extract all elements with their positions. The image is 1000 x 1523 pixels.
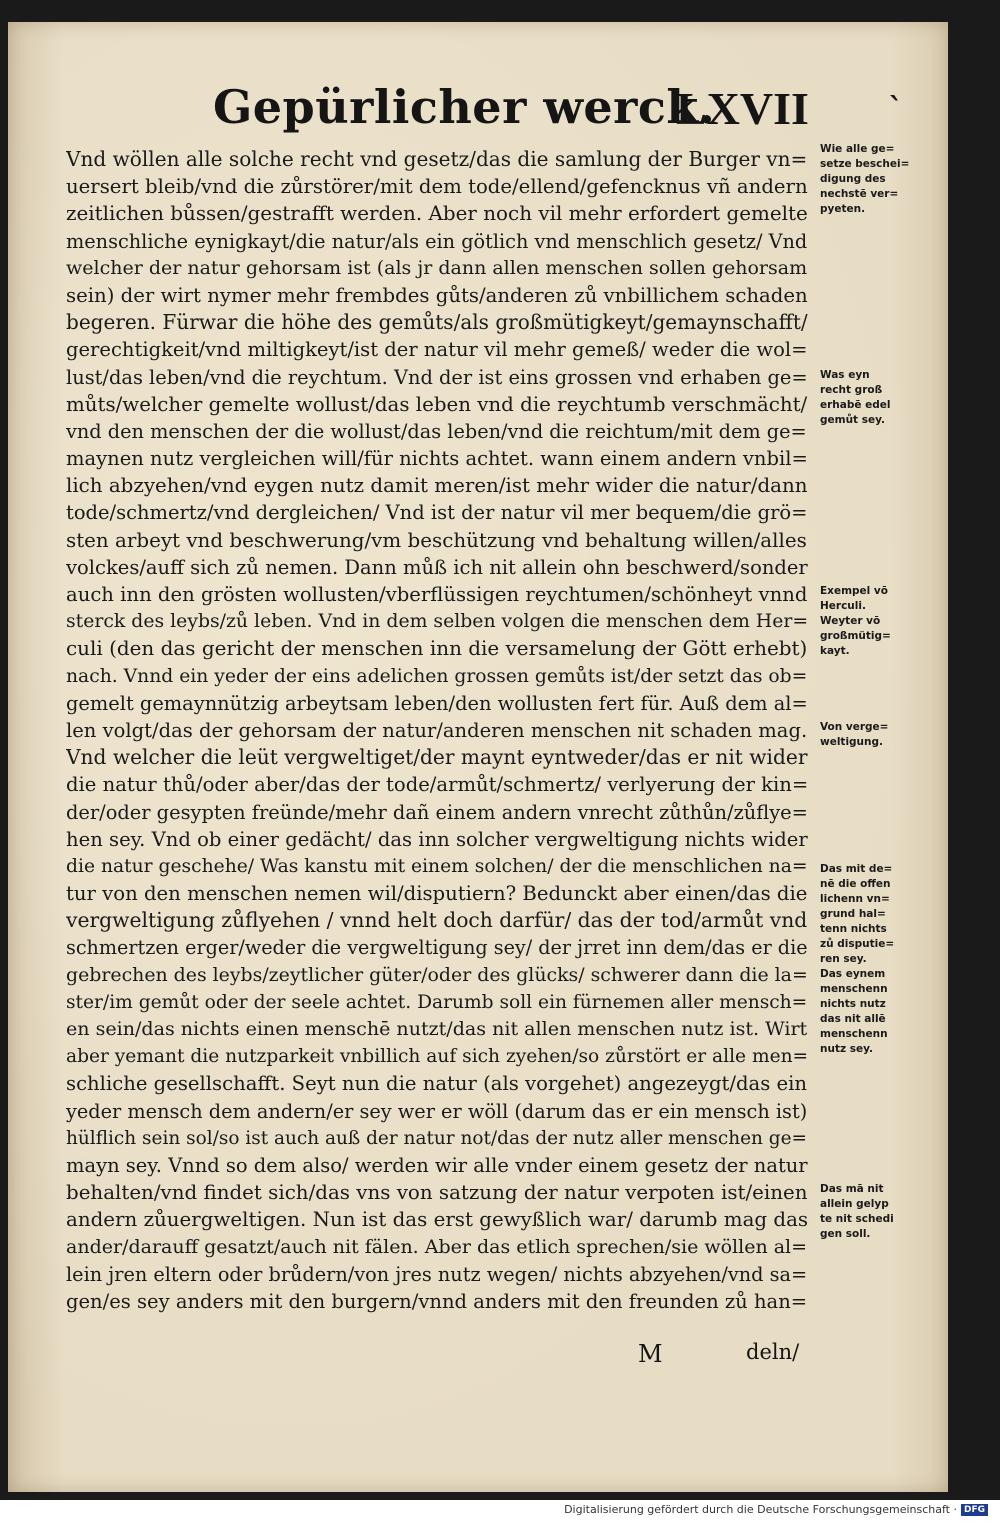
marginal-line: kayt. [820, 645, 850, 657]
text-line: volckes/auff sich zů nemen. Dann můß ich nit allein ohn beschwerd/sonder [66, 555, 808, 579]
marginal-line: Das eynem [820, 968, 886, 980]
marginal-line: te nit schedi [820, 1213, 894, 1225]
marginal-line: Das mā nit [820, 1183, 884, 1195]
text-line: vergweltigung zůflyehen / vnnd helt doch darfür/ das der tod/armůt vnd [66, 908, 808, 933]
text-line: hülflich sein sol/so ist auch auß der natur not/das der nutz aller menschen ge= [66, 1127, 808, 1149]
text-line: tur von den menschen nemen wil/disputiern? Bedunckt aber einen/das die [66, 882, 808, 906]
marginal-note-4 [820, 720, 918, 750]
text-line: gebrechen des leybs/zeytlicher güter/oder des glücks/ schwerer dann die la= [66, 963, 808, 986]
text-line: schliche gesellschafft. Seyt nun die natur (als vorgehet) angezeygt/das ein [66, 1072, 808, 1096]
marginal-line: nichts nutz [820, 998, 886, 1010]
text-line: ster/im gemůt oder der seele achtet. Darumb soll ein fürnemen aller mensch= [66, 991, 808, 1013]
text-line: welcher der natur gehorsam ist (als jr dann allen menschen sollen gehorsam [66, 256, 808, 279]
marginal-note-5 [820, 862, 918, 1057]
text-line: die natur geschehe/ Was kanstu mit einem solchen/ der die menschlichen na= [66, 855, 808, 877]
text-line: tode/schmertz/vnd dergleichen/ Vnd ist der natur vil mer bequem/die grö= [66, 501, 808, 525]
text-line: behalten/vnd findet sich/das vns von satzung der natur verpoten ist/einen [66, 1181, 808, 1205]
text-line: mayn sey. Vnnd so dem also/ werden wir alle vnder einem gesetz der natur [66, 1153, 808, 1177]
text-line: zeitlichen bůssen/gestrafft werden. Aber noch vil mehr erfordert gemelte [66, 202, 808, 226]
folio-number: LXVII [676, 83, 809, 134]
marginal-line: Was eyn [820, 369, 870, 381]
marginal-line: ren sey. [820, 953, 867, 965]
text-line: der/oder gesypten freünde/mehr dañ einem andern vnrecht zůthůn/zůflye= [66, 800, 808, 824]
text-line: hen sey. Vnd ob einer gedächt/ das inn solcher vergweltigung nichts wider [66, 827, 808, 851]
text-line: sterck des leybs/zů leben. Vnd in dem selben volgen die menschen dem Her= [66, 611, 808, 633]
running-head: Gepürlicher werck. [213, 80, 716, 134]
marginal-line: tenn nichts [820, 923, 887, 935]
marginal-line: Das mit de= [820, 863, 893, 875]
printer-mark: ` [888, 92, 903, 127]
signature-mark: M [638, 1340, 663, 1368]
text-line: vnd den menschen der die wollust/das leben/vnd die reichtum/mit dem ge= [66, 419, 807, 443]
marginal-line: gemůt sey. [820, 414, 885, 426]
text-line: culi (den das gericht der menschen inn die versamelung der Gött erhebt) [66, 636, 808, 661]
marginal-line: menschenn [820, 1028, 888, 1040]
marginal-line: nē die offen [820, 878, 891, 890]
text-line: ander/darauff gesatzt/auch nit fälen. Aber das etlich sprechen/sie wöllen al= [66, 1235, 808, 1258]
text-line: yeder mensch dem andern/er sey wer er wöll (darum das er ein mensch ist) [66, 1099, 808, 1123]
marginal-line: pyeten. [820, 203, 866, 215]
text-line: gerechtigkeit/vnd miltigkeyt/ist der natur vil mehr gemeß/ weder die wol= [66, 338, 808, 362]
marginal-note-2 [820, 368, 918, 428]
text-line: en sein/das nichts einen menschē nutzt/das nit allen menschen nutz ist. Wirt [66, 1018, 808, 1040]
marginal-line: weltigung. [820, 736, 884, 748]
text-line: schmertzen erger/weder die vergweltigung sey/ der jrret inn dem/das er die [66, 936, 808, 960]
text-line: aber yemant die nutzparkeit vnbillich auf sich zyehen/so zůrstört er alle men= [66, 1046, 808, 1068]
text-line: auch inn den grösten wollusten/vberflüssigen reychtumen/schönheyt vnnd [66, 583, 808, 606]
text-line: Vnd wöllen alle solche recht vnd gesetz/das die samlung der Burger vn= [66, 147, 808, 171]
marginal-line: das nit allē [820, 1013, 886, 1025]
marginal-line: erhabē edel [820, 399, 891, 411]
marginal-line: lichenn vn= [820, 893, 890, 905]
marginal-line: großmütig= [820, 630, 891, 642]
text-line: můts/welcher gemelte wollust/das leben vnd die reychtumb verschmächt/ [66, 392, 808, 416]
marginal-line: Weyter vō [820, 615, 881, 627]
marginal-line: Herculi. [820, 600, 866, 612]
book-page [8, 22, 948, 1492]
footer-text: Digitalisierung gefördert durch die Deutsche Forschungsgemeinschaft · [564, 1503, 957, 1516]
text-line: die natur thů/oder aber/das der tode/armůt/schmertz/ verlyerung der kin= [66, 773, 808, 797]
catchword: deln/ [746, 1340, 800, 1364]
marginal-line: Exempel vō [820, 585, 888, 597]
main-text-block [66, 146, 808, 1315]
marginal-note-1 [820, 142, 918, 217]
marginal-line: menschenn [820, 983, 888, 995]
marginal-line: setze beschei= [820, 158, 910, 170]
text-line: lein jren eltern oder brůdern/von jres nutz wegen/ nichts abzyehen/vnd sa= [66, 1262, 808, 1286]
text-line: uersert bleib/vnd die zůrstörer/mit dem tode/ellend/gefencknus vñ andern [66, 175, 808, 199]
text-line: begeren. Fürwar die höhe des gemůts/als großmütigkeyt/gemaynschafft/ [66, 310, 808, 335]
text-line: sten arbeyt vnd beschwerung/vm beschützung vnd behaltung willen/alles [66, 528, 807, 552]
text-line: lust/das leben/vnd die reychtum. Vnd der ist eins grossen vnd erhaben ge= [66, 365, 808, 389]
marginal-note-3 [820, 584, 918, 659]
text-line: len volgt/das der gehorsam der natur/anderen menschen nit schaden mag. [66, 718, 808, 742]
marginal-line: grund hal= [820, 908, 886, 920]
text-line: sein) der wirt nymer mehr frembdes gůts/anderen zů vnbillichem schaden [66, 283, 808, 307]
text-line: gen/es sey anders mit den burgern/vnnd anders mit den freunden zů han= [66, 1289, 808, 1313]
marginal-note-6 [820, 1182, 918, 1242]
text-line: lich abzyehen/vnd eygen nutz damit meren/ist mehr wider die natur/dann [66, 474, 808, 498]
dfg-logo: DFG [961, 1504, 988, 1516]
text-line: maynen nutz vergleichen will/für nichts achtet. wann einem andern vnbil= [66, 447, 808, 471]
marginal-line: allein gelyp [820, 1198, 889, 1210]
funding-footer [564, 1503, 988, 1516]
marginal-line: digung des [820, 173, 886, 185]
marginal-line: zů disputie= [820, 938, 895, 950]
text-line: menschliche eynigkayt/die natur/als ein götlich vnd menschlich gesetz/ Vnd [66, 229, 808, 253]
marginal-line: nutz sey. [820, 1043, 873, 1055]
text-line: andern zůuergweltigen. Nun ist das erst gewyßlich war/ darumb mag das [66, 1208, 808, 1232]
marginal-line: nechstē ver= [820, 188, 899, 200]
marginal-line: recht groß [820, 384, 883, 396]
text-line: gemelt gemaynnützig arbeytsam leben/den wollusten fert für. Auß dem al= [66, 691, 808, 715]
text-line: nach. Vnnd ein yeder der eins adelichen grossen gemůts ist/der setzt das ob= [66, 665, 808, 687]
marginal-line: Von verge= [820, 721, 889, 733]
text-line: Vnd welcher die leüt vergweltiget/der maynt eyntweder/das er nit wider [66, 745, 808, 770]
marginal-line: gen soll. [820, 1228, 871, 1240]
marginal-line: Wie alle ge= [820, 143, 895, 155]
